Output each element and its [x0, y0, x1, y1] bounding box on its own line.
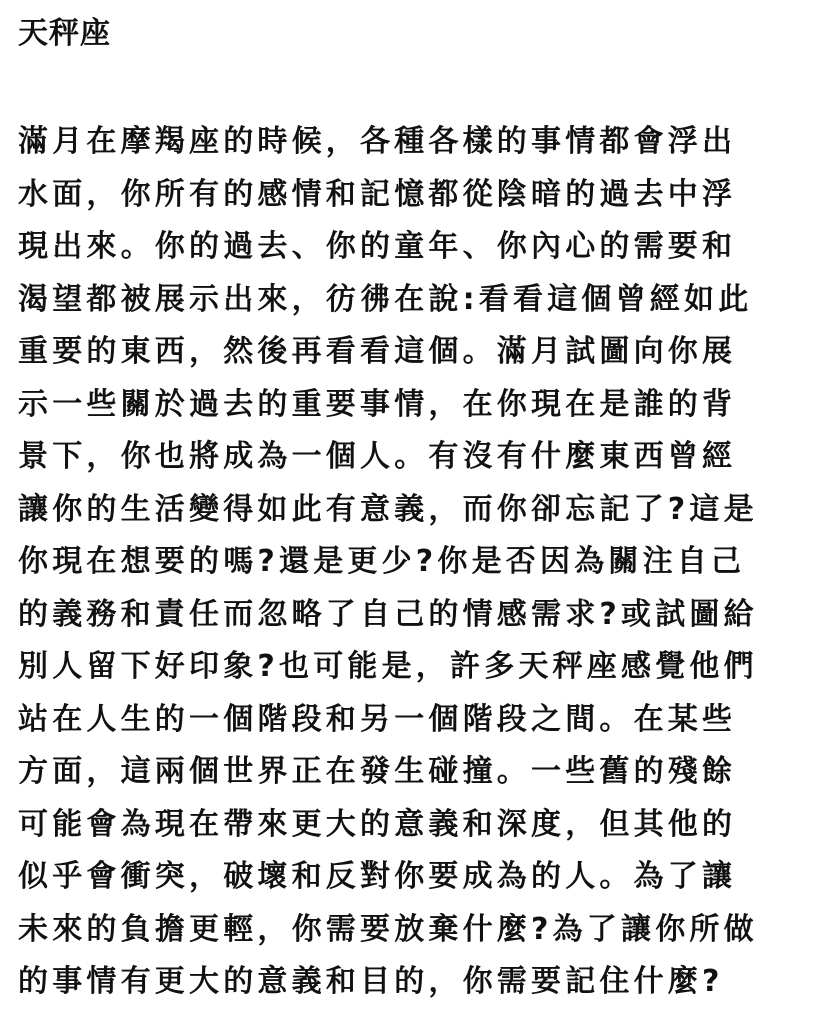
body-paragraph: [18, 116, 808, 1009]
page-title: 天秤座: [18, 16, 111, 51]
text-line: 讓你的生活變得如此有意義，而你卻忘記了?這是: [18, 491, 758, 527]
text-line: 未來的負擔更輕，你需要放棄什麼?為了讓你所做: [18, 911, 758, 947]
text-line: 的義務和責任而忽略了自己的情感需求?或試圖給: [18, 596, 758, 632]
text-line: 別人留下好印象?也可能是，許多天秤座感覺他們: [18, 649, 758, 684]
text-line: 景下，你也將成為一個人。有沒有什麼東西曾經: [18, 439, 737, 474]
text-line: 水面，你所有的感情和記憶都從陰暗的過去中浮: [18, 176, 737, 212]
text-line: 重要的東西，然後再看看這個。滿月試圖向你展: [18, 334, 737, 369]
text-line: 滿月在摩羯座的時候，各種各樣的事情都會浮出: [18, 124, 737, 159]
text-line: 方面，這兩個世界正在發生碰撞。一些舊的殘餘: [18, 754, 737, 789]
text-line: 可能會為現在帶來更大的意義和深度，但其他的: [18, 806, 737, 842]
text-line: 站在人生的一個階段和另一個階段之間。在某些: [18, 701, 737, 737]
text-line: 示一些關於過去的重要事情，在你現在是誰的背: [18, 386, 737, 422]
text-line: 現出來。你的過去、你的童年、你內心的需要和: [18, 229, 737, 264]
text-line: 渴望都被展示出來，彷彿在說:看看這個曾經如此: [18, 281, 753, 317]
text-line: 似乎會衝突，破壞和反對你要成為的人。為了讓: [18, 859, 737, 894]
text-line: 的事情有更大的意義和目的，你需要記住什麼?: [18, 964, 724, 999]
text-line: 你現在想要的嗎?還是更少?你是否因為關注自己: [18, 544, 746, 579]
